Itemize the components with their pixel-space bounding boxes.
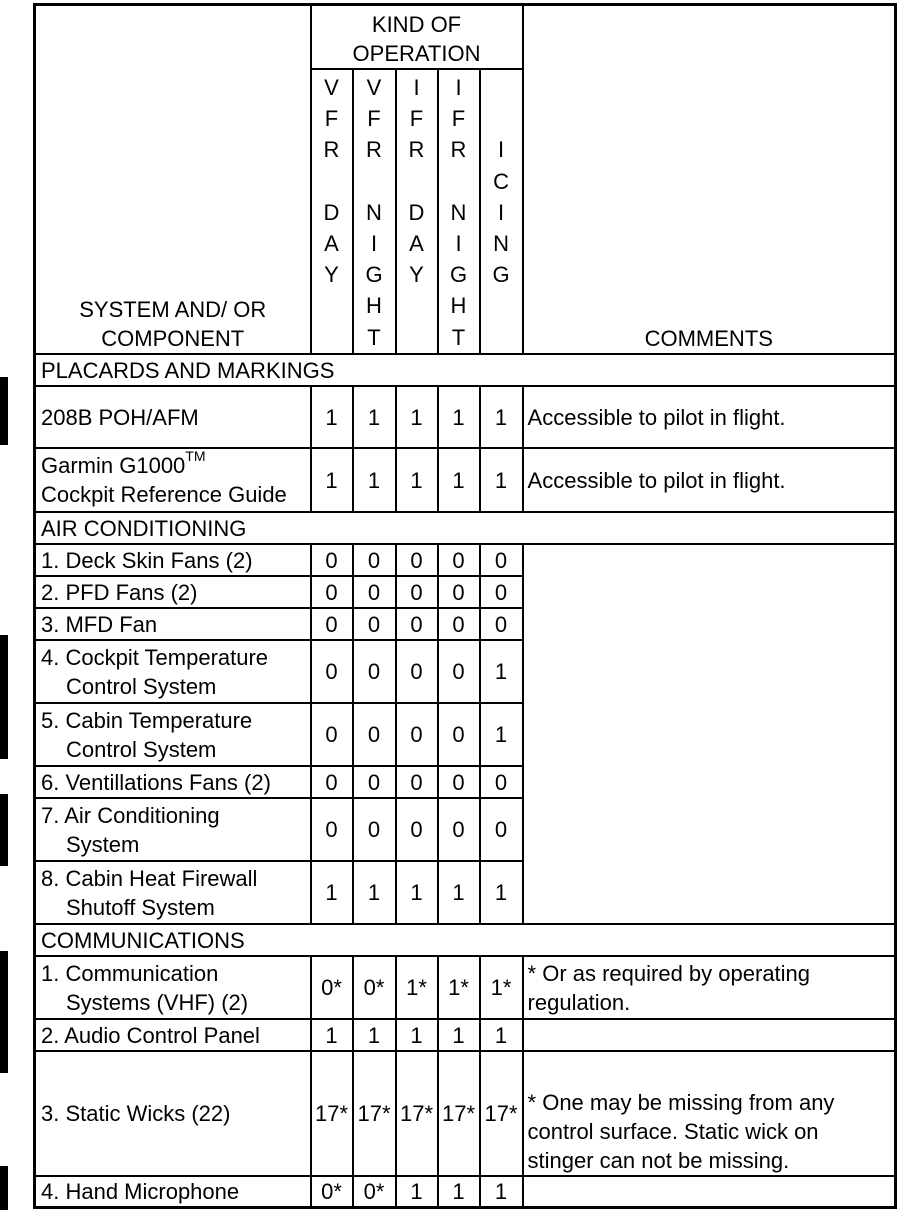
value-cell: 0 — [353, 766, 396, 798]
column-header-letter: I — [455, 75, 462, 100]
value-cell: 1 — [438, 1176, 480, 1208]
value-cell: 1 — [311, 1019, 353, 1051]
value-cell: 0* — [311, 956, 353, 1019]
component-name: 4. Cockpit Temperature Control System — [35, 640, 311, 703]
revision-bar — [0, 794, 8, 866]
value-cell: 0 — [480, 544, 523, 576]
value-cell: 0 — [438, 703, 480, 766]
comment: * Or as required by operating regulation. — [523, 956, 896, 1019]
value-cell: 0 — [353, 576, 396, 608]
value-cell: 0 — [353, 798, 396, 861]
value-cell: 0 — [353, 640, 396, 703]
col-ifr-night — [438, 69, 480, 354]
section-air-conditioning: AIR CONDITIONING — [35, 512, 896, 544]
column-header-letter: D — [408, 199, 425, 225]
table-row — [35, 956, 896, 1019]
value-cell: 1 — [480, 703, 523, 766]
value-cell: 0 — [480, 576, 523, 608]
col-vfr-night — [353, 69, 396, 354]
column-header-letter: I — [497, 199, 505, 225]
value-cell: 1 — [396, 386, 438, 448]
column-header-letter: I — [370, 231, 378, 257]
value-cell: 1 — [353, 448, 396, 512]
value-cell: 1 — [353, 386, 396, 448]
value-cell: 0 — [438, 608, 480, 640]
column-header-letter: R — [323, 137, 340, 163]
component-name: 3. MFD Fan — [35, 608, 311, 640]
column-header-letter: Y — [324, 262, 339, 288]
value-cell: 17* — [438, 1051, 480, 1176]
section-row — [35, 512, 896, 544]
column-header-letter: I — [413, 75, 420, 100]
section-communications: COMMUNICATIONS — [35, 924, 896, 956]
column-header-letter: F — [367, 106, 381, 132]
column-header-letter: T — [451, 324, 466, 350]
component-name: 3. Static Wicks (22) — [35, 1051, 311, 1176]
column-header-letter — [481, 72, 522, 103]
value-cell: 0 — [396, 640, 438, 703]
value-cell: 1* — [438, 956, 480, 1019]
value-cell: 0 — [311, 703, 353, 766]
value-cell: 0 — [311, 544, 353, 576]
value-cell: 0 — [396, 576, 438, 608]
value-cell: 0 — [353, 544, 396, 576]
value-cell: 0 — [396, 703, 438, 766]
column-header-letter: N — [450, 199, 467, 225]
value-cell: 0 — [311, 576, 353, 608]
revision-bar — [0, 951, 8, 1073]
section-row — [35, 354, 896, 386]
value-cell: 0 — [396, 544, 438, 576]
value-cell: 1 — [311, 386, 353, 448]
value-cell: 1 — [396, 1176, 438, 1208]
value-cell: 1* — [480, 956, 523, 1019]
column-header-letter — [354, 166, 395, 197]
value-cell: 1 — [480, 861, 523, 924]
column-header-letter: Y — [409, 262, 424, 288]
column-header-letter: G — [492, 262, 510, 288]
comment: * One may be missing from any control surface. Static wick on stinger can not be missing. — [523, 1051, 896, 1176]
column-header-letter: G — [449, 262, 468, 288]
comment-empty — [523, 1176, 896, 1208]
equipment-list-table — [33, 3, 897, 1209]
value-cell: 17* — [353, 1051, 396, 1176]
table-row — [35, 1019, 896, 1051]
column-header-letter: V — [324, 75, 339, 100]
value-cell: 1 — [480, 448, 523, 512]
column-header-letter: R — [408, 137, 425, 163]
column-header-letter: N — [366, 199, 382, 225]
value-cell: 1 — [438, 861, 480, 924]
component-name: 1. Communication Systems (VHF) (2) — [35, 956, 311, 1019]
value-cell: 0 — [353, 608, 396, 640]
value-cell: 0 — [396, 608, 438, 640]
column-header-letter — [481, 103, 522, 134]
value-cell: 1 — [396, 1019, 438, 1051]
system-component-header: SYSTEM AND/ OR COMPONENT — [35, 5, 311, 355]
value-cell: 1 — [353, 1019, 396, 1051]
revision-bar — [0, 377, 8, 445]
value-cell: 1 — [311, 861, 353, 924]
component-name: 4. Hand Microphone — [35, 1176, 311, 1208]
section-placards: PLACARDS AND MARKINGS — [35, 354, 896, 386]
component-name: Garmin G1000™ Cockpit Reference Guide — [35, 448, 311, 512]
value-cell: 1 — [480, 1176, 523, 1208]
column-header-letter: D — [323, 199, 340, 225]
column-header-letter: F — [409, 106, 424, 132]
col-icing — [480, 69, 523, 354]
comment-empty — [523, 544, 896, 924]
column-header-letter: V — [366, 75, 382, 100]
value-cell: 1 — [438, 386, 480, 448]
component-name: 6. Ventillations Fans (2) — [35, 766, 311, 798]
value-cell: 0* — [353, 956, 396, 1019]
value-cell: 0 — [438, 798, 480, 861]
value-cell: 0 — [438, 766, 480, 798]
value-cell: 0 — [311, 608, 353, 640]
column-header-letter: F — [324, 106, 339, 132]
comment-empty — [523, 1019, 896, 1051]
value-cell: 1 — [353, 861, 396, 924]
table-row — [35, 448, 896, 512]
value-cell: 0 — [480, 766, 523, 798]
value-cell: 17* — [311, 1051, 353, 1176]
column-header-letter: A — [409, 231, 424, 257]
revision-bar — [0, 1166, 8, 1210]
column-header-letter: C — [493, 168, 509, 194]
column-header-letter: A — [324, 231, 339, 257]
value-cell: 0 — [480, 608, 523, 640]
value-cell: 1* — [396, 956, 438, 1019]
component-name: 5. Cabin Temperature Control System — [35, 703, 311, 766]
value-cell: 0 — [438, 544, 480, 576]
value-cell: 1 — [438, 1019, 480, 1051]
column-header-letter — [439, 166, 479, 197]
value-cell: 0* — [353, 1176, 396, 1208]
component-name: 1. Deck Skin Fans (2) — [35, 544, 311, 576]
column-header-letter: F — [451, 106, 466, 132]
value-cell: 0 — [396, 766, 438, 798]
value-cell: 1 — [480, 640, 523, 703]
column-header-letter: G — [365, 262, 383, 288]
value-cell: 1 — [311, 448, 353, 512]
component-name: 7. Air Conditioning System — [35, 798, 311, 861]
value-cell: 0 — [311, 640, 353, 703]
table-row — [35, 544, 896, 576]
value-cell: 0 — [311, 766, 353, 798]
component-name: 2. PFD Fans (2) — [35, 576, 311, 608]
comment: Accessible to pilot in flight. — [523, 448, 896, 512]
column-header-letter: H — [366, 293, 382, 319]
value-cell: 0* — [311, 1176, 353, 1208]
column-header-letter — [312, 166, 352, 197]
value-cell: 1 — [396, 448, 438, 512]
column-header-letter: I — [497, 137, 505, 163]
column-header-letter: I — [455, 231, 462, 257]
table-row — [35, 1051, 896, 1176]
revision-bar — [0, 635, 8, 759]
column-header-letter: R — [366, 137, 382, 163]
value-cell: 1 — [396, 861, 438, 924]
value-cell: 0 — [353, 703, 396, 766]
value-cell: 0 — [438, 576, 480, 608]
value-cell: 0 — [438, 640, 480, 703]
value-cell: 17* — [480, 1051, 523, 1176]
comment: Accessible to pilot in flight. — [523, 386, 896, 448]
section-row — [35, 924, 896, 956]
col-ifr-day — [396, 69, 438, 354]
column-header-letter: N — [493, 231, 509, 257]
table-row — [35, 386, 896, 448]
value-cell: 1 — [438, 448, 480, 512]
value-cell: 1 — [480, 1019, 523, 1051]
comments-header: COMMENTS — [523, 5, 896, 355]
component-name: 8. Cabin Heat Firewall Shutoff System — [35, 861, 311, 924]
column-header-letter — [397, 166, 437, 197]
col-vfr-day — [311, 69, 353, 354]
value-cell: 0 — [480, 798, 523, 861]
table-row — [35, 1176, 896, 1208]
column-header-letter: T — [367, 324, 381, 350]
column-header-letter: R — [450, 137, 467, 163]
value-cell: 17* — [396, 1051, 438, 1176]
kind-of-operation-header: KIND OF OPERATION — [311, 5, 523, 70]
component-name: 208B POH/AFM — [35, 386, 311, 448]
value-cell: 0 — [396, 798, 438, 861]
value-cell: 0 — [311, 798, 353, 861]
header-row-top — [35, 5, 896, 70]
value-cell: 1 — [480, 386, 523, 448]
component-name: 2. Audio Control Panel — [35, 1019, 311, 1051]
column-header-letter: H — [450, 293, 467, 319]
